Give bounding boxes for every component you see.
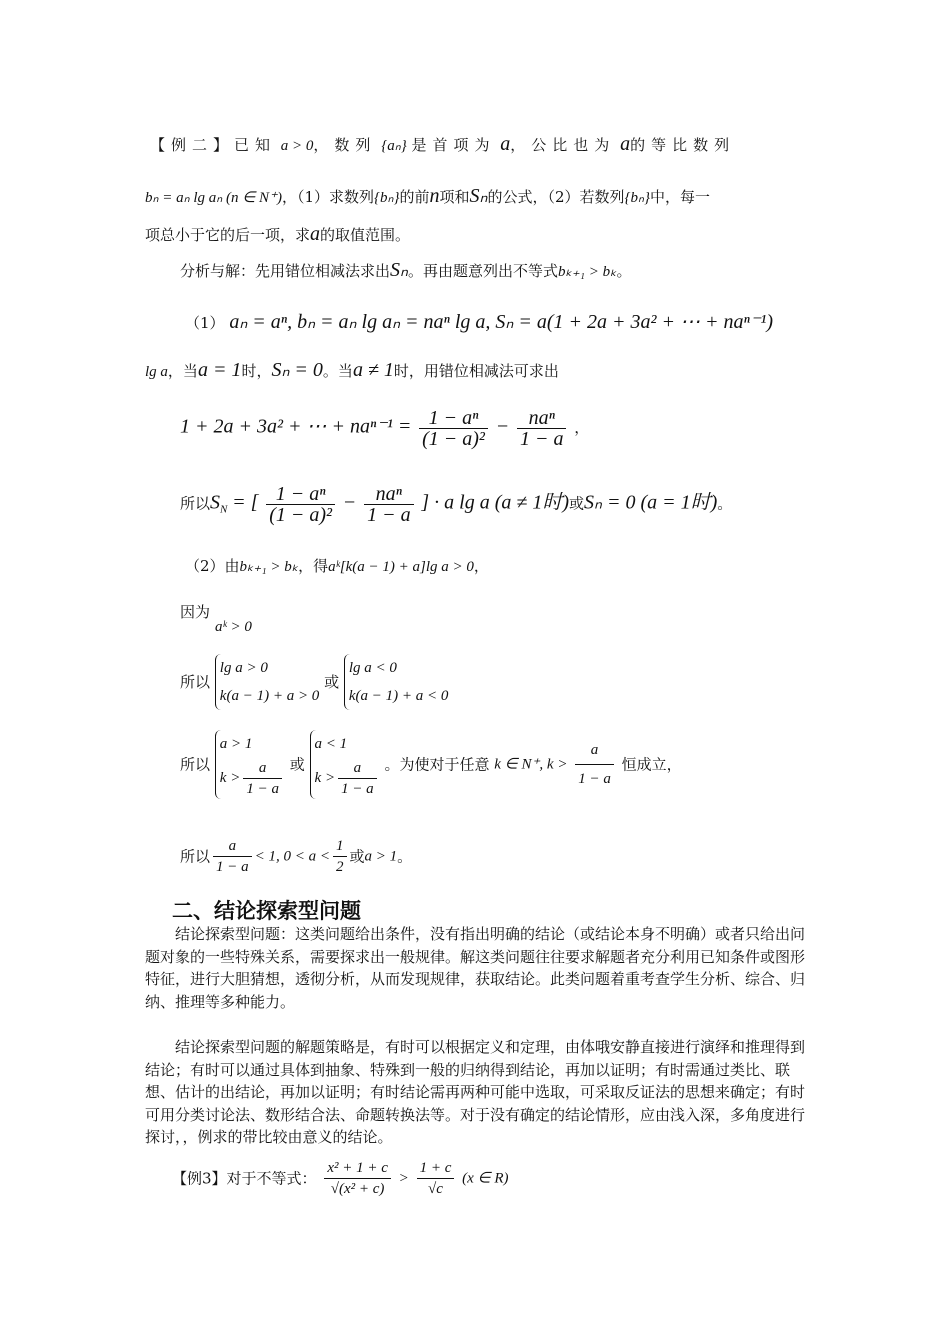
example2-label: 【例二】已知	[150, 136, 277, 154]
var-s: Sₙ	[390, 259, 408, 281]
fraction	[213, 836, 252, 877]
fraction-denominator: 1 − a	[578, 771, 611, 787]
analysis-line	[180, 260, 632, 282]
fraction-numerator: a	[243, 758, 282, 779]
system-eq	[315, 758, 380, 799]
fraction-denominator: 2	[336, 859, 344, 875]
sn-tail: ] · a lg a (a ≠ 1时)	[421, 491, 569, 514]
greater-than: >	[398, 1170, 409, 1187]
part2-expr: aᵏ[k(a − 1) + a]lg a > 0	[328, 559, 474, 575]
system-eq: k(a − 1) + a > 0	[219, 688, 320, 704]
so-label: 所以	[180, 755, 211, 774]
fraction-denominator: 1 − a	[519, 428, 564, 450]
lg-a: lg a	[145, 364, 168, 380]
equals-bracket: = [	[232, 491, 259, 514]
sn-alt: Sₙ = 0 (a = 1时)	[584, 491, 718, 514]
section-paragraph-1: 结论探索型问题：这类问题给出条件，没有指出明确的结论（或结论本身不明确）或者只给出问题对象的一些特殊关系，需要探求出一般规律。解这类问题往往要求解题者充分利用已知条件或图形特征，进行大胆猜想，透彻分析，从而发现规律，获取结论。此类问题着重考查学生分析、综合、归纳、推理等多种能力。	[145, 925, 806, 1011]
system-lhs: k >	[314, 769, 336, 786]
system-brace	[215, 654, 320, 710]
part1-text: ，当	[167, 362, 198, 380]
analysis-text: 。	[616, 262, 632, 280]
fraction	[324, 1158, 391, 1199]
system-eq: lg a < 0	[348, 660, 397, 676]
section-heading: 二、结论探索型问题	[172, 899, 361, 923]
minus-sign: −	[495, 415, 510, 438]
part1-line2	[145, 360, 559, 382]
part2-line1	[185, 556, 489, 577]
because-line	[180, 602, 210, 622]
part2-text: 。为使对于任意	[384, 755, 490, 774]
final-line	[180, 836, 412, 877]
fraction-denominator: √(x² + c)	[330, 1181, 385, 1197]
because-label: 因为	[180, 603, 211, 621]
because-expr: aᵏ > 0	[215, 619, 252, 635]
part1-formula: aₙ = aⁿ, bₙ = aₙ lg aₙ = naⁿ lg a, Sₙ = a(1 + 2a + 3a² + ⋯ + naⁿ⁻¹)	[229, 311, 774, 333]
system-line-2	[180, 730, 682, 799]
fraction-numerator: a	[213, 836, 252, 857]
fraction-denominator: (1 − a)²	[269, 504, 333, 526]
because-expr-line	[215, 616, 252, 637]
punctuation: 。	[397, 847, 413, 866]
inequality-b: bₖ₊₁ > bₖ	[558, 264, 617, 280]
example2-text: ，数列	[313, 136, 377, 154]
fraction	[417, 1158, 455, 1199]
analysis-text: 分析与解：先用错位相减法求出	[180, 262, 391, 280]
or-text: 或	[289, 755, 305, 774]
example2-text: 的前	[399, 188, 430, 206]
part2-text: 恒成立，	[621, 755, 682, 774]
system-eq: k(a − 1) + a < 0	[348, 688, 449, 704]
fraction-numerator: 1	[333, 836, 347, 857]
or-text: 或	[324, 673, 340, 691]
system-brace	[215, 730, 285, 799]
condition-a-positive: a > 0	[280, 138, 314, 154]
part1-line1	[185, 312, 773, 333]
fraction-numerator: 1 + c	[417, 1158, 455, 1179]
var-a: a	[310, 223, 321, 245]
example2-text: 项总小于它的后一项，求	[145, 226, 311, 244]
example2-line1	[150, 134, 735, 156]
punctuation: ，	[473, 557, 489, 575]
final-tail: a > 1	[364, 848, 398, 865]
part1-text: 时，	[241, 362, 272, 380]
or-text: 或	[569, 494, 585, 513]
example2-text: 的取值范围。	[320, 226, 411, 244]
fraction	[333, 836, 347, 877]
example2-line3	[145, 224, 410, 245]
var-s: S	[210, 491, 221, 514]
fraction-numerator: 1 − aⁿ	[266, 484, 335, 505]
part2-text: ，得	[298, 557, 329, 575]
system-eq: a < 1	[314, 736, 348, 752]
fraction-denominator: 1 − a	[367, 504, 411, 526]
system-line-1	[180, 654, 448, 710]
fraction-numerator: naⁿ	[517, 408, 567, 429]
or-text: 或	[349, 847, 365, 866]
example2-text: 的公式，（2）若数列	[487, 188, 625, 206]
example2-line2	[145, 186, 710, 208]
fraction-numerator: a	[338, 758, 377, 779]
fraction	[364, 484, 414, 525]
sequence-b: {bₙ}	[624, 190, 651, 206]
fraction-denominator: 1 − a	[341, 781, 374, 797]
sequence-a: {aₙ}	[381, 138, 407, 154]
var-a: a	[620, 133, 631, 155]
sn-formula	[180, 484, 732, 525]
inequality-b: bₖ₊₁ > bₖ	[239, 559, 299, 575]
analysis-text: 。再由题意列出不等式	[407, 262, 558, 280]
var-s: Sₙ	[469, 185, 488, 207]
final-mid: < 1, 0 < a <	[254, 848, 331, 865]
section-paragraph-2: 结论探索型问题的解题策略是，有时可以根据定义和定理，由体哦安静直接进行演绎和推理得到结论；有时可以通过具体到抽象、特殊到一般的归纳得到结论，再加以证明；有时需通过类比、联想、估计的出结论，再加以证明；有时结论需再两种可能中选取，可采取反证法的思想来确定；有时可用分类讨论法、数形结合法、命题转换法等。对于没有确定的结论情形，应由浅入深，多角度进行探讨，，例求的带比较由意义的结论。	[145, 1038, 806, 1146]
example2-text: ，公比也为	[510, 136, 616, 154]
example2-text: 中，每一	[650, 188, 711, 206]
s-zero: Sₙ = 0	[271, 359, 323, 381]
example3-label: 【例3】对于不等式：	[172, 1169, 317, 1188]
fraction-denominator: (1 − a)²	[422, 428, 485, 450]
system-lhs: k >	[219, 769, 241, 786]
system-eq: a > 1	[219, 736, 253, 752]
fraction	[419, 408, 488, 449]
condition-k: k ∈ N⁺, k >	[494, 756, 568, 773]
part2-label: （2）由	[185, 557, 240, 575]
punctuation: 。	[717, 494, 733, 513]
punctuation: ，	[574, 418, 590, 437]
var-n: n	[429, 185, 440, 207]
fraction	[266, 484, 335, 525]
sum-formula	[180, 408, 589, 449]
so-label: 所以	[180, 673, 211, 691]
so-label: 所以	[180, 494, 211, 513]
system-brace	[310, 730, 380, 799]
system-brace	[344, 654, 449, 710]
fraction	[338, 758, 377, 799]
example2-text: 项和	[439, 188, 470, 206]
var-a: a	[500, 133, 511, 155]
fraction-denominator: 1 − a	[216, 859, 249, 875]
fraction-numerator: x² + 1 + c	[324, 1158, 391, 1179]
system-eq: lg a > 0	[219, 660, 268, 676]
example2-text: 是首项为	[411, 136, 496, 154]
fraction-numerator: 1 − aⁿ	[419, 408, 488, 429]
sum-lhs: 1 + 2a + 3a² + ⋯ + naⁿ⁻¹ =	[180, 415, 412, 438]
fraction-numerator: naⁿ	[364, 484, 414, 505]
fraction-denominator: √c	[428, 1181, 443, 1197]
part1-text: 时，用错位相减法可求出	[393, 362, 559, 380]
fraction-denominator: 1 − a	[246, 781, 279, 797]
example3-line	[172, 1158, 509, 1199]
fraction-numerator: a	[575, 736, 614, 765]
part1-text: 。当	[322, 362, 353, 380]
sequence-b: {bₙ}	[374, 190, 400, 206]
condition-a-eq-1: a = 1	[197, 359, 242, 381]
part1-label: （1）	[185, 314, 225, 332]
fraction	[575, 736, 614, 793]
system-eq	[220, 758, 285, 799]
minus-sign: −	[342, 491, 357, 514]
example2-text: ，（1）求数列	[281, 188, 374, 206]
condition-a-neq-1: a ≠ 1	[352, 359, 394, 381]
subscript-n: N	[220, 503, 228, 516]
fraction	[517, 408, 567, 449]
domain-x: (x ∈ R)	[462, 1170, 509, 1187]
so-label: 所以	[180, 847, 211, 866]
example2-text: 的等比数列	[630, 136, 736, 154]
definition-b: bₙ = aₙ lg aₙ (n ∈ N⁺)	[145, 190, 282, 206]
fraction	[243, 758, 282, 799]
